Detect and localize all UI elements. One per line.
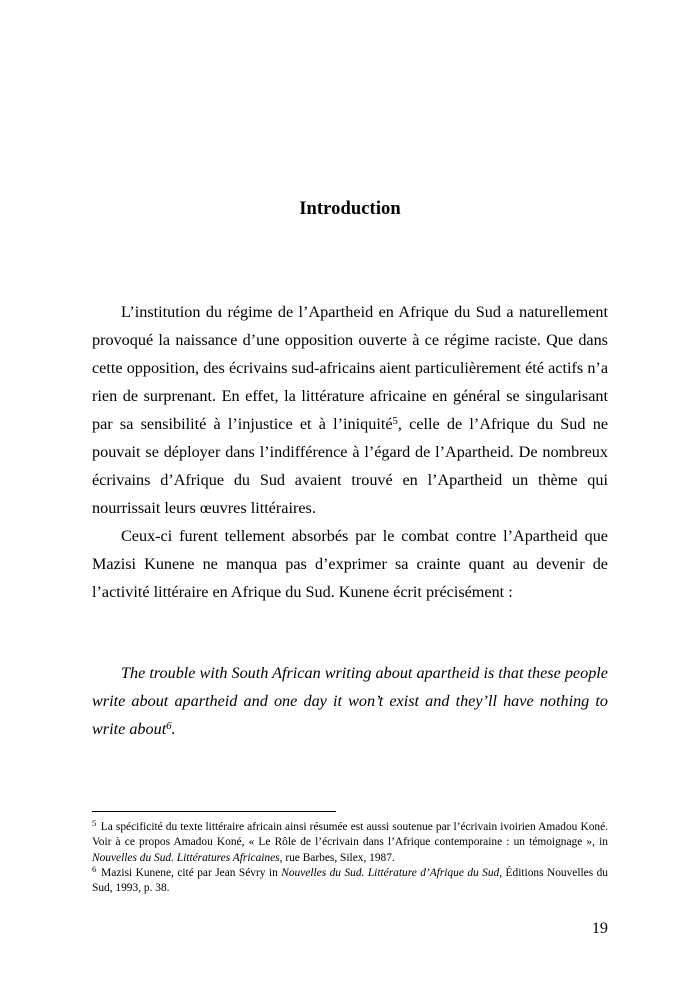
text-run: , Éditions Nouvelles du Sud, 1993, p. 38.: [92, 866, 609, 895]
footnote-reference: 5: [392, 415, 398, 428]
paragraph: [92, 298, 608, 522]
cited-work-title: Nouvelles du Sud. Littératures Africaines: [92, 851, 280, 864]
quotation-text: [92, 659, 608, 743]
footnote-marker: 5: [92, 818, 97, 829]
paragraph: [92, 522, 608, 606]
text-run: Mazisi Kunene, cité par Jean Sévry in: [97, 866, 282, 879]
footnote-marker: 6: [92, 864, 97, 875]
footnote-reference: 6: [166, 720, 172, 733]
text-run: The trouble with South African writing about apartheid is that these people write about apartheid and one day it won’t exist and they’ll have nothing to write about: [92, 664, 608, 738]
footnote-separator-rule: [92, 811, 336, 812]
text-run: Ceux-ci furent tellement absorbés par le combat contre l’Apartheid que Mazisi Kunene ne manqua pas d’exprimer sa crainte quant au devenir de l’activité littéraire en Afrique du Sud. Kunene écrit précisément :: [92, 527, 608, 601]
text-run: , celle de l’Afrique du Sud ne pouvait se déployer dans l’indifférence à l’égard de l’Apartheid. De nombreux écrivains d’Afrique du Sud avaient trouvé en l’Apartheid un thème qui nourrissait leurs œuvres littéraires.: [92, 415, 608, 517]
footnote-entry: [92, 820, 608, 866]
text-run: La spécificité du texte littéraire africain ainsi résumée est aussi soutenue par l’écrivain ivoirien Amadou Koné. Voir à ce propos Amadou Koné, « Le Rôle de l’écrivain dans l’Afrique contemporaine : un témoignage », in: [92, 821, 608, 849]
footnote-area: [92, 820, 608, 896]
cited-work-title: Nouvelles du Sud. Littérature d’Afrique du Sud: [281, 866, 500, 879]
body-text: [92, 298, 608, 606]
page-title: Introduction: [299, 199, 401, 219]
footnote-entry: [92, 866, 608, 897]
text-run: L’institution du régime de l’Apartheid en Afrique du Sud a naturellement provoqué la naissance d’une opposition ouverte à ce régime raciste. Que dans cette opposition, des écrivains sud-africains aient particulièrement été actifs n’a rien de surprenant. En effet, la littérature africaine en général se singularisant par sa sensibilité à l’injustice et à l’iniquité: [92, 303, 608, 433]
page-number: 19: [591, 919, 608, 937]
text-run: .: [171, 720, 176, 738]
text-run: , rue Barbes, Silex, 1987.: [279, 851, 395, 864]
block-quotation: [92, 659, 608, 743]
